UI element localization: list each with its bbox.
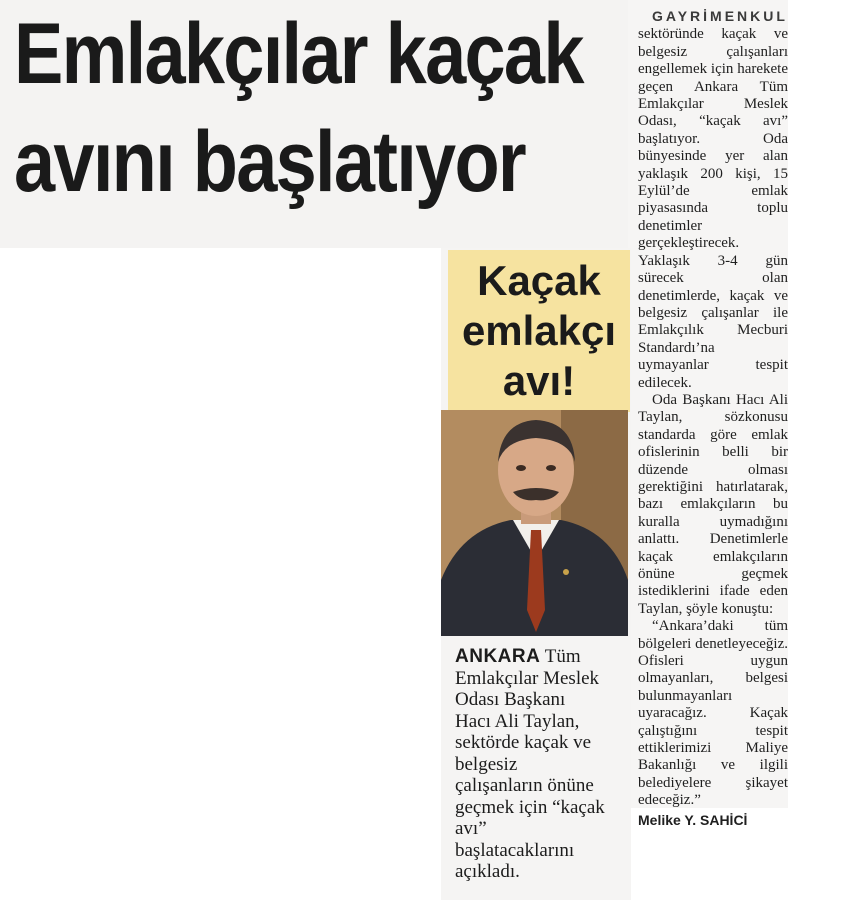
caption-dateline: ANKARA bbox=[455, 646, 541, 667]
article-paragraph-2: Oda Başkanı Hacı Ali Taylan, sözkonusu standarda göre emlak ofislerinin belli bir düzende olması gerektiğini hatırlatarak, bazı emlakçıların bu kuralla uymadığını anlattı. Denetimlerle kaçak emlakçıların önüne geçmek istediklerini ifade eden Taylan, şöyle konuştu: bbox=[638, 391, 788, 617]
headline bbox=[14, 0, 583, 216]
sidebar-highlight-box bbox=[448, 250, 630, 412]
portrait-illustration bbox=[441, 410, 628, 636]
article-paragraph-1 bbox=[638, 8, 788, 392]
article-body bbox=[638, 8, 788, 829]
portrait-photo bbox=[441, 410, 628, 636]
article-byline: Melike Y. SAHİCİ bbox=[638, 811, 748, 828]
headline-line-2: avını başlatıyor bbox=[14, 114, 525, 210]
article-paragraph-1-text: sektöründe kaçak ve belgesiz çalışanları engellemek için harekete geçen Ankara Tüm Emlakçılar Meslek Odası, “kaçak avı” başlatıyor. Oda bünyesinde yer alan yaklaşık 200 kişi, 15 Eylül’de emlak piyasasında toplu denetimler gerçekleştirecek. Yaklaşık 3-4 gün sürecek olan denetimlerde, kaçak ve belgesiz çalışanlar ile Emlakçılık Mecburi Standardı’na uymayanlar tespit edilecek. bbox=[638, 26, 788, 391]
article-paragraph-3: “Ankara’daki tüm bölgeleri denetleyeceğiz. Ofisleri uygun olmayanları, belgesi bulunmayanları uyaracağız. Kaçak çalıştığını tespit ettiklerimizi Maliye Bakanlığı ve ilgili belediyelere şikayet edeceğiz.” bbox=[638, 618, 788, 809]
headline-line-1: Emlakçılar kaçak bbox=[14, 6, 583, 102]
photo-caption bbox=[455, 646, 605, 883]
sidebar-line-2: emlakçı bbox=[461, 307, 617, 354]
sidebar-line-3: avı! bbox=[502, 357, 576, 404]
caption-text: Tüm Emlakçılar Meslek Odası Başkanı Hacı Ali Taylan, sektörde kaçak ve belgesiz çalışanların önüne geçmek için “kaçak avı” başlatacaklarını açıkladı. bbox=[455, 646, 605, 882]
article-kicker: GAYRİMENKUL bbox=[652, 8, 788, 24]
sidebar-line-1: Kaçak bbox=[477, 257, 601, 304]
